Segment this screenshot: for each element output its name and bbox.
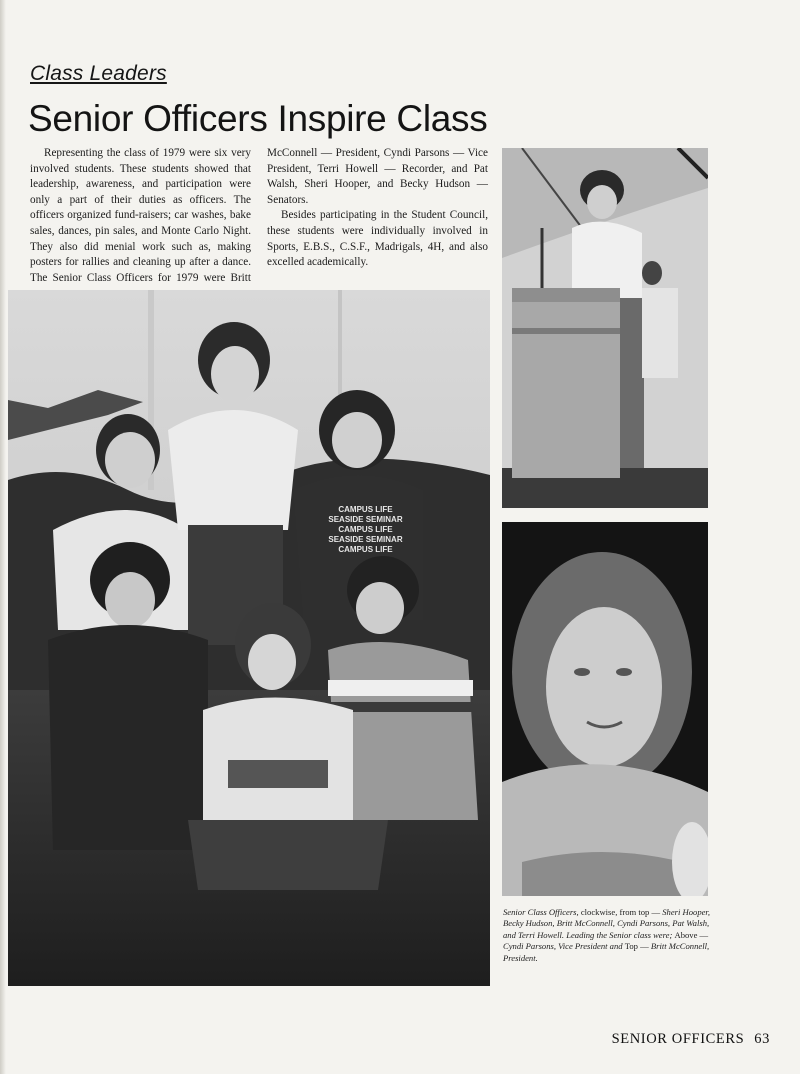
group-photo: [8, 290, 490, 986]
page-headline: Senior Officers Inspire Class: [28, 98, 488, 139]
caption-names: Sheri Hooper, Becky Hudson, Britt McConnell, Cyndi Parsons, Pat Walsh, and Terri Howell. Leading the Senior class were;: [503, 907, 710, 940]
caption-names: Cyndi Parsons, Vice President and: [503, 941, 625, 952]
shirt-print: [313, 505, 418, 555]
page-footer: [612, 1031, 770, 1048]
shirt-print-line: SEASIDE SEMINAR: [328, 535, 403, 544]
page-number: 63: [754, 1031, 770, 1047]
caption-direction: Above —: [674, 929, 709, 940]
portrait-photo: [502, 522, 708, 896]
podium-photo: [502, 148, 708, 508]
page-binding-edge: [0, 0, 6, 1074]
shirt-print-line: CAMPUS LIFE: [338, 545, 393, 554]
article-paragraph: Besides participating in the Student Council, these students were individually involved in Sports, E.B.S., C.S.F., Madrigals, 4H, and also excelled academically.: [267, 209, 488, 269]
caption-names: Britt McConnell, President.: [503, 941, 710, 963]
article-paragraph: Representing the class of 1979 were six very involved students. These students showed that leadership, awareness, and participation were only a part of their duties as officers. The officers organized fund-raisers; car washes, bake sales, dances, pin sales, and Monte Carlo Night. They also did menial work such as, making posters for rallies and cleaning up after a dance. The Senior Class Officers for 1979 were Britt McConnell — President, Cyndi Parsons — Vice President, Terri Howell — Recorder, and Pat Walsh, Sheri Hooper, and Becky Hudson — Senators.: [30, 147, 488, 284]
shirt-print-line: SEASIDE SEMINAR: [328, 515, 403, 524]
footer-section: SENIOR OFFICERS: [611, 1031, 745, 1047]
caption-direction: Top —: [624, 941, 649, 952]
photo-caption: [503, 907, 710, 964]
caption-direction: clockwise, from top —: [578, 907, 663, 917]
article-body: [30, 146, 488, 286]
section-label: Class Leaders: [30, 62, 167, 85]
caption-lead: Senior Class Officers,: [503, 907, 579, 917]
shirt-print-line: CAMPUS LIFE: [338, 525, 393, 534]
shirt-print-line: CAMPUS LIFE: [338, 505, 393, 514]
